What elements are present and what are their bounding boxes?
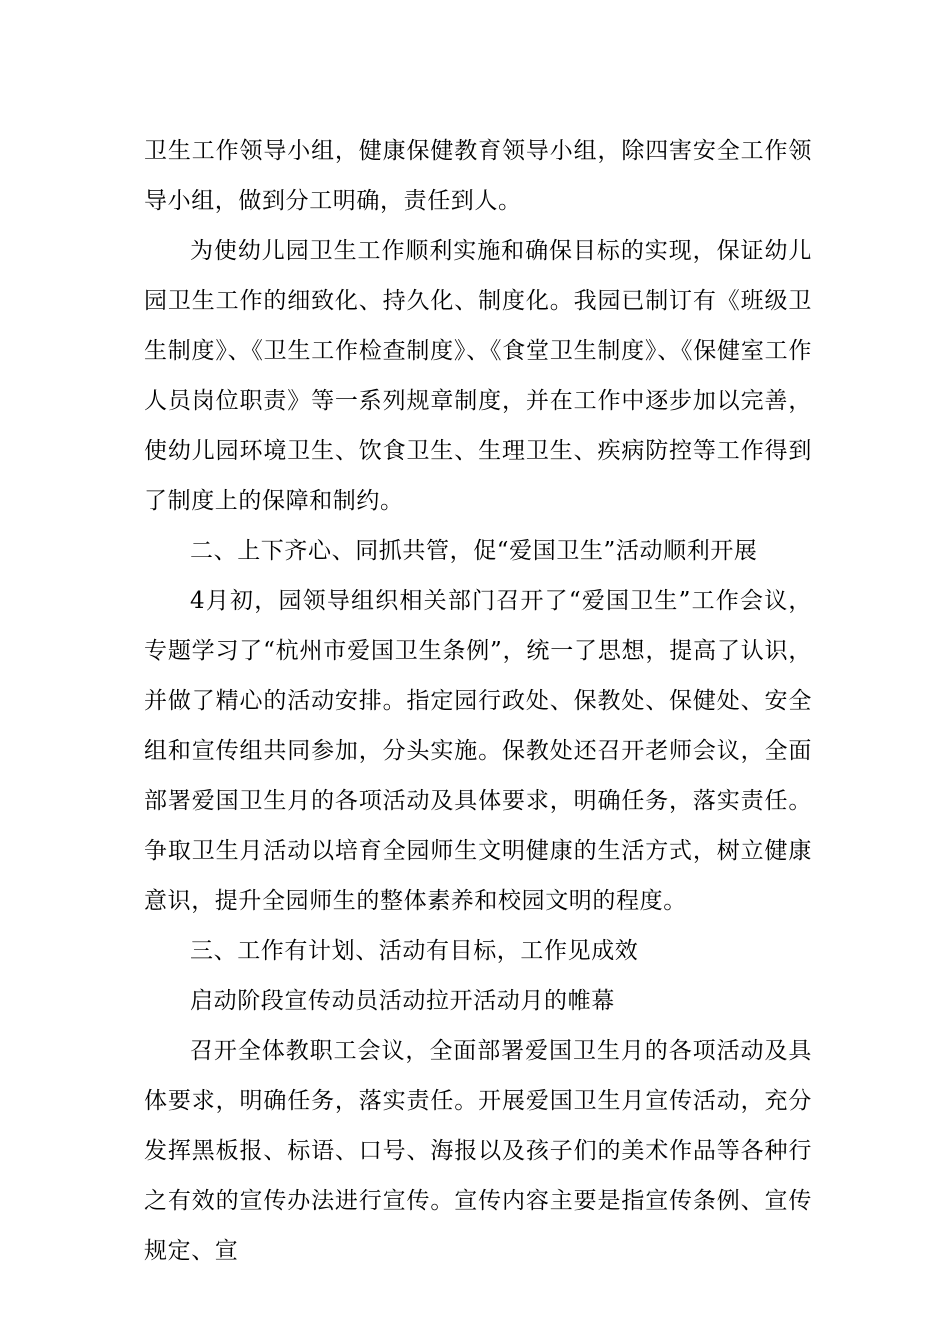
document-body [144, 126, 812, 1276]
section-heading-two: 二、上下齐心、同抓共管，促“爱国卫生”活动顺利开展 [190, 538, 758, 564]
paragraph-april-meeting: 4月初，园领导组织相关部门召开了“爱国卫生”工作会议，专题学习了“杭州市爱国卫生条例”，统一了思想，提高了认识，并做了精心的活动安排。指定园行政处、保教处、保健处、安全组和宣传组共同参加，分头实施。保教处还召开老师会议，全面部署爱国卫生月的各项活动及具体要求，明确任务，落实责任。争取卫生月活动以培育全园师生文明健康的生活方式，树立健康意识，提升全园师生的整体素养和校园文明的程度。 [144, 588, 812, 914]
subheading-launch-stage: 启动阶段宣传动员活动拉开活动月的帷幕 [190, 988, 615, 1014]
paragraph-leading-groups: 卫生工作领导小组，健康保健教育领导小组，除四害安全工作领导小组，做到分工明确，责任到人。 [144, 138, 812, 214]
paragraph-rules-system: 为使幼儿园卫生工作顺利实施和确保目标的实现，保证幼儿园卫生工作的细致化、持久化、制度化。我园已制订有《班级卫生制度》、《卫生工作检查制度》、《食堂卫生制度》、《保健室工作人员岗位职责》等一系列规章制度，并在工作中逐步加以完善，使幼儿园环境卫生、饮食卫生、生理卫生、疾病防控等工作得到了制度上的保障和制约。 [144, 238, 812, 514]
section-heading-three: 三、工作有计划、活动有目标，工作见成效 [190, 938, 639, 964]
paragraph-staff-meeting: 召开全体教职工会议，全面部署爱国卫生月的各项活动及具体要求，明确任务，落实责任。开展爱国卫生月宣传活动，充分发挥黑板报、标语、口号、海报以及孩子们的美术作品等各种行之有效的宣传办法进行宣传。宣传内容主要是指宣传条例、宣传规定、宣 [144, 1038, 812, 1264]
